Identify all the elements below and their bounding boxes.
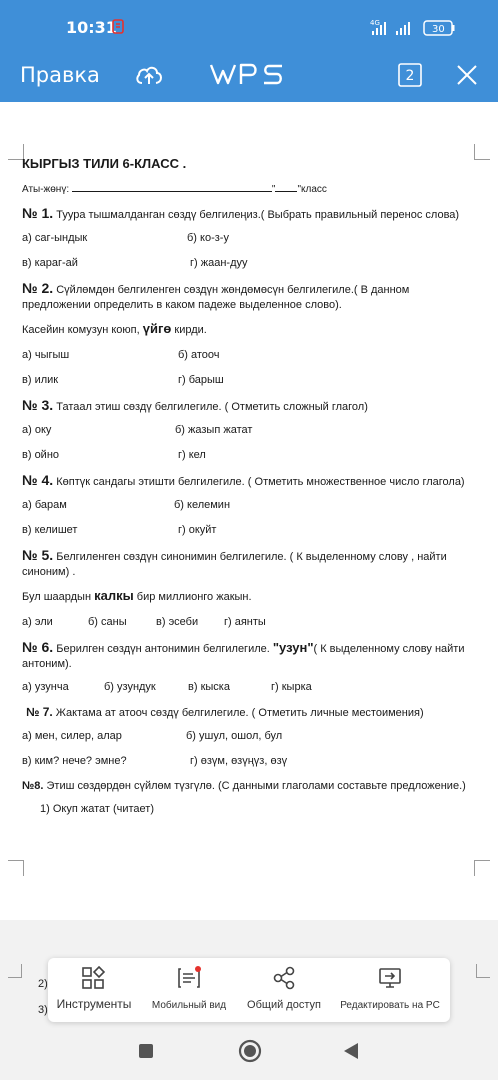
system-nav-bar [0, 1030, 498, 1080]
question-text: Туура тышмалданган сөздү белгилеңиз.( Выбрать правильный перенос слова) [56, 209, 460, 221]
option-a: а) барам [22, 499, 67, 511]
options-row [22, 231, 468, 246]
bottom-tool-panel [48, 958, 450, 1022]
options-row [22, 729, 468, 744]
options-row [22, 448, 468, 463]
question-text: Татаал этиш сөздү белгилегиле. ( Отметить сложный глагол) [56, 401, 368, 413]
question-6 [22, 640, 468, 672]
option-d: г) жаан-дуу [190, 257, 248, 269]
question-text: Жактама ат атооч сөздү белгилегиле. ( Отметить личные местоимения) [55, 707, 424, 719]
question-text-end: ( К выделенному слову найти антоним). [22, 643, 465, 670]
options-row [22, 348, 468, 363]
share-icon [271, 966, 297, 990]
options-row [22, 373, 468, 388]
document-title: КЫРГЫЗ ТИЛИ 6-КЛАСС . [22, 156, 187, 171]
question-number: № 6. [22, 639, 54, 655]
mobile-view-label: Мобильный вид [151, 1000, 227, 1011]
question-2 [22, 281, 468, 313]
edit-button[interactable]: Правка [20, 63, 100, 87]
question-number: № 5. [22, 547, 54, 563]
question-8 [22, 779, 468, 794]
options-row [22, 523, 468, 538]
windows-count: 2 [405, 68, 415, 84]
question-4 [22, 473, 468, 490]
option-d: г) барыш [178, 374, 224, 386]
crop-mark [476, 964, 490, 978]
option-c: в) ойно [22, 449, 60, 461]
options-row [22, 256, 468, 271]
options-row [22, 423, 468, 438]
option-d: г) окуйт [178, 524, 217, 536]
option-c: в) эсеби [156, 616, 199, 628]
status-bar [0, 0, 498, 50]
document-page[interactable] [0, 102, 498, 920]
grid-tools-icon [81, 966, 107, 990]
option-b: б) жазып жатат [175, 424, 253, 436]
options-row [22, 615, 468, 630]
question-text: Сүйлөмдөн белгиленген сөздүн жөндөмөсүн белгилегиле.( В данном предложении определить в каком падеже выделенное слово). [22, 284, 410, 311]
option-a: а) чыгыш [22, 349, 70, 361]
option-c: в) караг-ай [22, 257, 78, 269]
highlighted-word: үйгө [142, 321, 172, 336]
recents-button[interactable] [139, 1044, 153, 1058]
class-label: "класс [297, 184, 327, 195]
notification-icon [112, 19, 124, 34]
document-content [22, 156, 468, 827]
option-c: в) келишет [22, 524, 78, 536]
network-type: 4G [370, 19, 380, 27]
edit-on-pc-button[interactable] [334, 966, 446, 1013]
highlighted-word: калкы [94, 588, 134, 603]
answer-item-1: 1) Окуп жатат (читает) [40, 803, 154, 815]
option-b: б) келемин [174, 499, 231, 511]
question-3 [22, 398, 468, 415]
option-a: а) мен, силер, алар [22, 730, 122, 742]
option-c: в) илик [22, 374, 59, 386]
name-label: Аты-жөнү: [22, 184, 70, 195]
question-number: № 2. [22, 280, 54, 296]
question-text: Көптүк сандагы этишти белгилегиле. ( Отметить множественное число глагола) [56, 476, 465, 488]
class-mid: " [271, 184, 276, 195]
question-1 [22, 206, 468, 223]
back-button[interactable] [343, 1042, 359, 1060]
app-toolbar [0, 50, 498, 102]
question-7 [22, 705, 468, 721]
close-icon[interactable] [455, 63, 479, 87]
question-5 [22, 548, 468, 580]
option-c: в) кыска [188, 681, 230, 693]
option-b: б) ушул, ошол, бул [186, 730, 283, 742]
option-a: а) оку [22, 424, 52, 436]
answer-item-2: 2) [38, 978, 48, 990]
question-text: Берилген сөздүн антонимин белгилегиле. [56, 643, 270, 655]
question-text: Этиш сөздөрдөн сүйлөм түзгүлө. (С данными глаголами составьте предложение.) [46, 780, 466, 792]
question-number: №8. [22, 780, 44, 792]
question-number: № 3. [22, 397, 54, 413]
battery-level: 30 [432, 24, 445, 35]
tools-button[interactable] [54, 966, 134, 1013]
option-d: г) аянты [224, 616, 266, 628]
sentence-end: бир миллионго жакын. [136, 591, 252, 603]
name-row [22, 182, 468, 197]
option-b: б) узундук [104, 681, 156, 693]
mobile-view-icon [176, 966, 202, 990]
sentence-start: Касейин комузун коюп, [22, 324, 140, 336]
crop-mark [474, 144, 490, 160]
option-d: г) өзүм, өзүңүз, өзү [190, 755, 288, 767]
options-row [22, 680, 468, 695]
sentence [22, 588, 468, 605]
option-d: г) кел [178, 449, 206, 461]
option-b: б) саны [88, 616, 127, 628]
mobile-view-button[interactable] [144, 966, 234, 1013]
option-d: г) кырка [271, 681, 312, 693]
status-time: 10:31 [66, 18, 117, 37]
share-label: Общий доступ [247, 999, 321, 1011]
question-number: № 7. [26, 705, 53, 719]
options-row [22, 754, 468, 769]
class-blank [275, 183, 297, 192]
question-number: № 1. [22, 205, 54, 221]
option-c: в) ким? нече? эмне? [22, 755, 127, 767]
sentence-start: Бул шаардын [22, 591, 92, 603]
wps-logo [209, 62, 287, 86]
option-a: а) узунча [22, 681, 69, 693]
option-b: б) ко-з-у [187, 232, 229, 244]
edit-on-pc-icon [377, 966, 403, 990]
question-number: № 4. [22, 472, 54, 488]
home-button[interactable] [238, 1039, 262, 1063]
name-blank [72, 183, 272, 192]
share-button[interactable] [240, 966, 328, 1013]
crop-mark [474, 860, 490, 876]
question-text: Белгиленген сөздүн синонимин белгилегиле. ( К выделенному слову , найти синоним) . [22, 551, 447, 578]
option-a: а) саг-ындык [22, 232, 88, 244]
windows-count-icon[interactable] [397, 62, 423, 88]
signal-battery-icon [368, 17, 468, 37]
tools-label: Инструменты [56, 997, 132, 1011]
highlighted-word: "узун" [272, 640, 314, 655]
options-row [22, 498, 468, 513]
edit-on-pc-label: Редактировать на PC [340, 1000, 440, 1011]
crop-mark [8, 860, 24, 876]
sentence [22, 321, 468, 338]
crop-mark [8, 964, 22, 978]
option-a: а) эли [22, 616, 53, 628]
answer-item-3: 3) [38, 1004, 48, 1016]
option-b: б) атооч [178, 349, 220, 361]
sentence-end: кирди. [174, 324, 207, 336]
cloud-upload-icon[interactable] [134, 62, 164, 88]
